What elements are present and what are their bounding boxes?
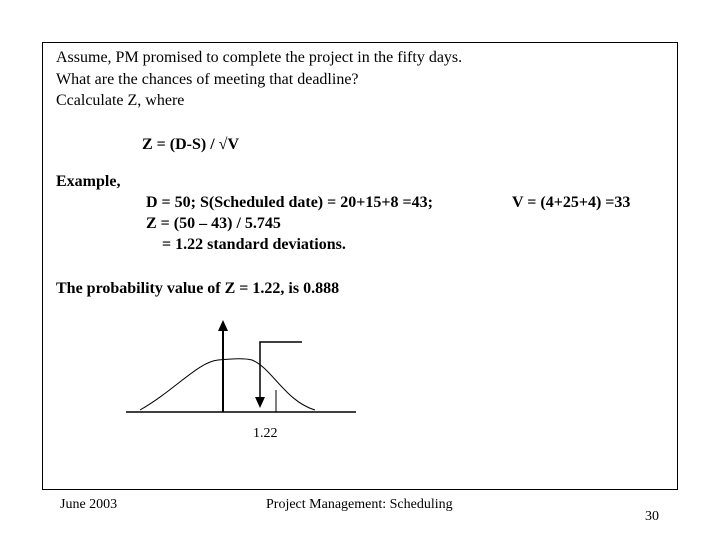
example-line-2: Z = (50 – 43) / 5.745 [146,215,281,232]
z-value-label: 1.22 [253,426,278,441]
intro-line-1: Assume, PM promised to complete the project in the fifty days. [56,49,463,66]
mean-arrow-head [218,320,228,331]
footer-title: Project Management: Scheduling [266,497,453,512]
intro-line-2: What are the chances of meeting that deadline? [56,71,359,88]
probability-statement: The probability value of Z = 1.22, is 0.888 [56,280,340,297]
z-pointer-head [255,397,265,408]
example-variance: V = (4+25+4) =33 [512,194,631,211]
footer-date: June 2003 [60,497,118,512]
example-line-1: D = 50; S(Scheduled date) = 20+15+8 =43; [146,194,433,211]
example-heading: Example, [56,173,121,190]
z-formula: Z = (D-S) / √V [142,136,240,153]
page-number: 30 [645,509,659,524]
example-line-3: = 1.22 standard deviations. [162,236,346,253]
normal-curve-diagram [120,316,370,420]
intro-line-3: Ccalculate Z, where [56,92,185,109]
z-pointer-line [260,342,302,400]
bell-curve [140,359,315,410]
